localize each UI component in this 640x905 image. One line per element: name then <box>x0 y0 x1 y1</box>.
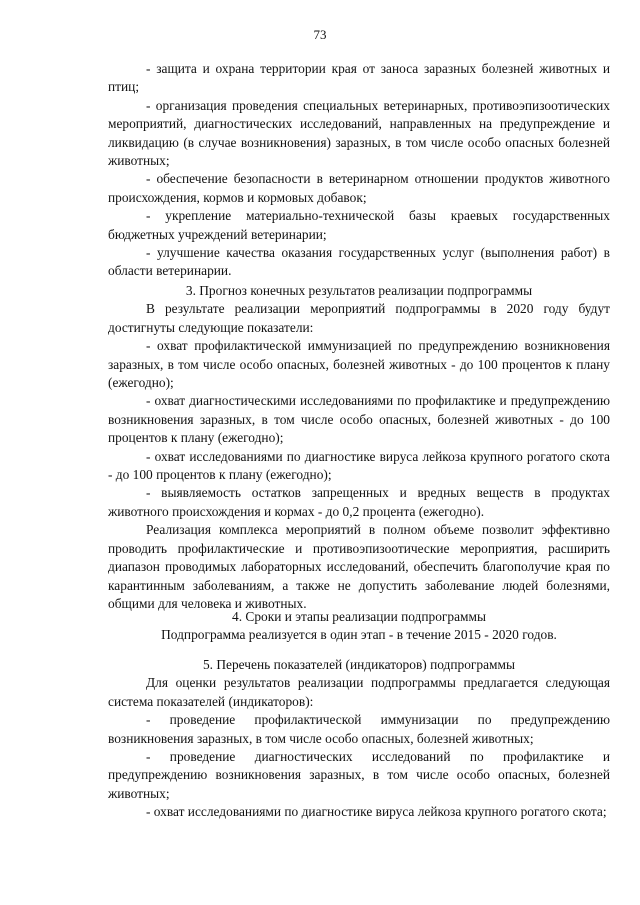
list-item: - организация проведения специальных ветеринарных, противоэпизоотических мероприятий, диагностических исследований, направленных на предупреждение и ликвидацию (в случае возникновения) заразных, в том числе особо опасных болезней животных; <box>108 97 610 169</box>
list-item: - охват диагностическими исследованиями по профилактике и предупреждению возникновения заразных, в том числе особо опасных, болезней животных - до 100 процентов к плану (ежегодно); <box>108 393 610 446</box>
top-list <box>108 60 610 281</box>
list-item: - проведение профилактической иммунизации по предупреждению возникновения заразных, в том числе особо опасных, болезней животных; <box>108 712 610 746</box>
list-item: - охват исследованиями по диагностике вируса лейкоза крупного рогатого скота - до 100 процентов к плану (ежегодно); <box>108 448 610 483</box>
list-item: - проведение диагностических исследований по профилактике и предупреждению возникновения заразных, в том числе особо опасных, болезней животных; <box>108 749 610 801</box>
section-5-intro: Для оценки результатов реализации подпрограммы предлагается следующая система показателей (индикаторов): <box>108 675 610 709</box>
list-item: - выявляемость остатков запрещенных и вредных веществ в продуктах животного происхождения и кормах - до 0,2 процента (ежегодно). <box>108 485 610 519</box>
list-item: - обеспечение безопасности в ветеринарном отношении продуктов животного происхождения, кормов и кормовых добавок; <box>108 171 610 205</box>
section-3-intro: В результате реализации мероприятий подпрограммы в 2020 году будут достигнуты следующие показатели: <box>108 301 610 335</box>
list-item: - улучшение качества оказания государственных услуг (выполнения работ) в области ветеринарии. <box>108 245 610 279</box>
section-5 <box>108 656 610 822</box>
section-4 <box>108 608 610 645</box>
section-3 <box>108 282 610 613</box>
section-4-text: Подпрограмма реализуется в один этап - в течение 2015 - 2020 годов. <box>161 627 557 643</box>
section-3-title: 3. Прогноз конечных результатов реализации подпрограммы <box>185 283 533 298</box>
list-item: - охват профилактической иммунизацией по предупреждению возникновения заразных, в том числе особо опасных, болезней животных - до 100 процентов к плану (ежегодно); <box>108 338 610 391</box>
list-item: - охват исследованиями по диагностике вируса лейкоза крупного рогатого скота; <box>146 804 607 820</box>
section-4-title: 4. Сроки и этапы реализации подпрограммы <box>232 609 486 624</box>
section-5-title: 5. Перечень показателей (индикаторов) подпрограммы <box>202 657 516 672</box>
list-item: - защита и охрана территории края от заноса заразных болезней животных и птиц; <box>108 61 610 95</box>
page-number: 73 <box>313 27 327 42</box>
list-item: - укрепление материально-технической базы краевых государственных бюджетных учреждений ветеринарии; <box>108 208 610 242</box>
section-3-conclusion: Реализация комплекса мероприятий в полном объеме позволит эффективно проводить профилактические и противоэпизоотические мероприятия, расширить диапазон проводимых лабораторных исследований, обеспечить благополучие края по карантинным заболеваниям, а также не допустить заболевание людей болезнями, общими для человека и животных. <box>108 522 610 611</box>
